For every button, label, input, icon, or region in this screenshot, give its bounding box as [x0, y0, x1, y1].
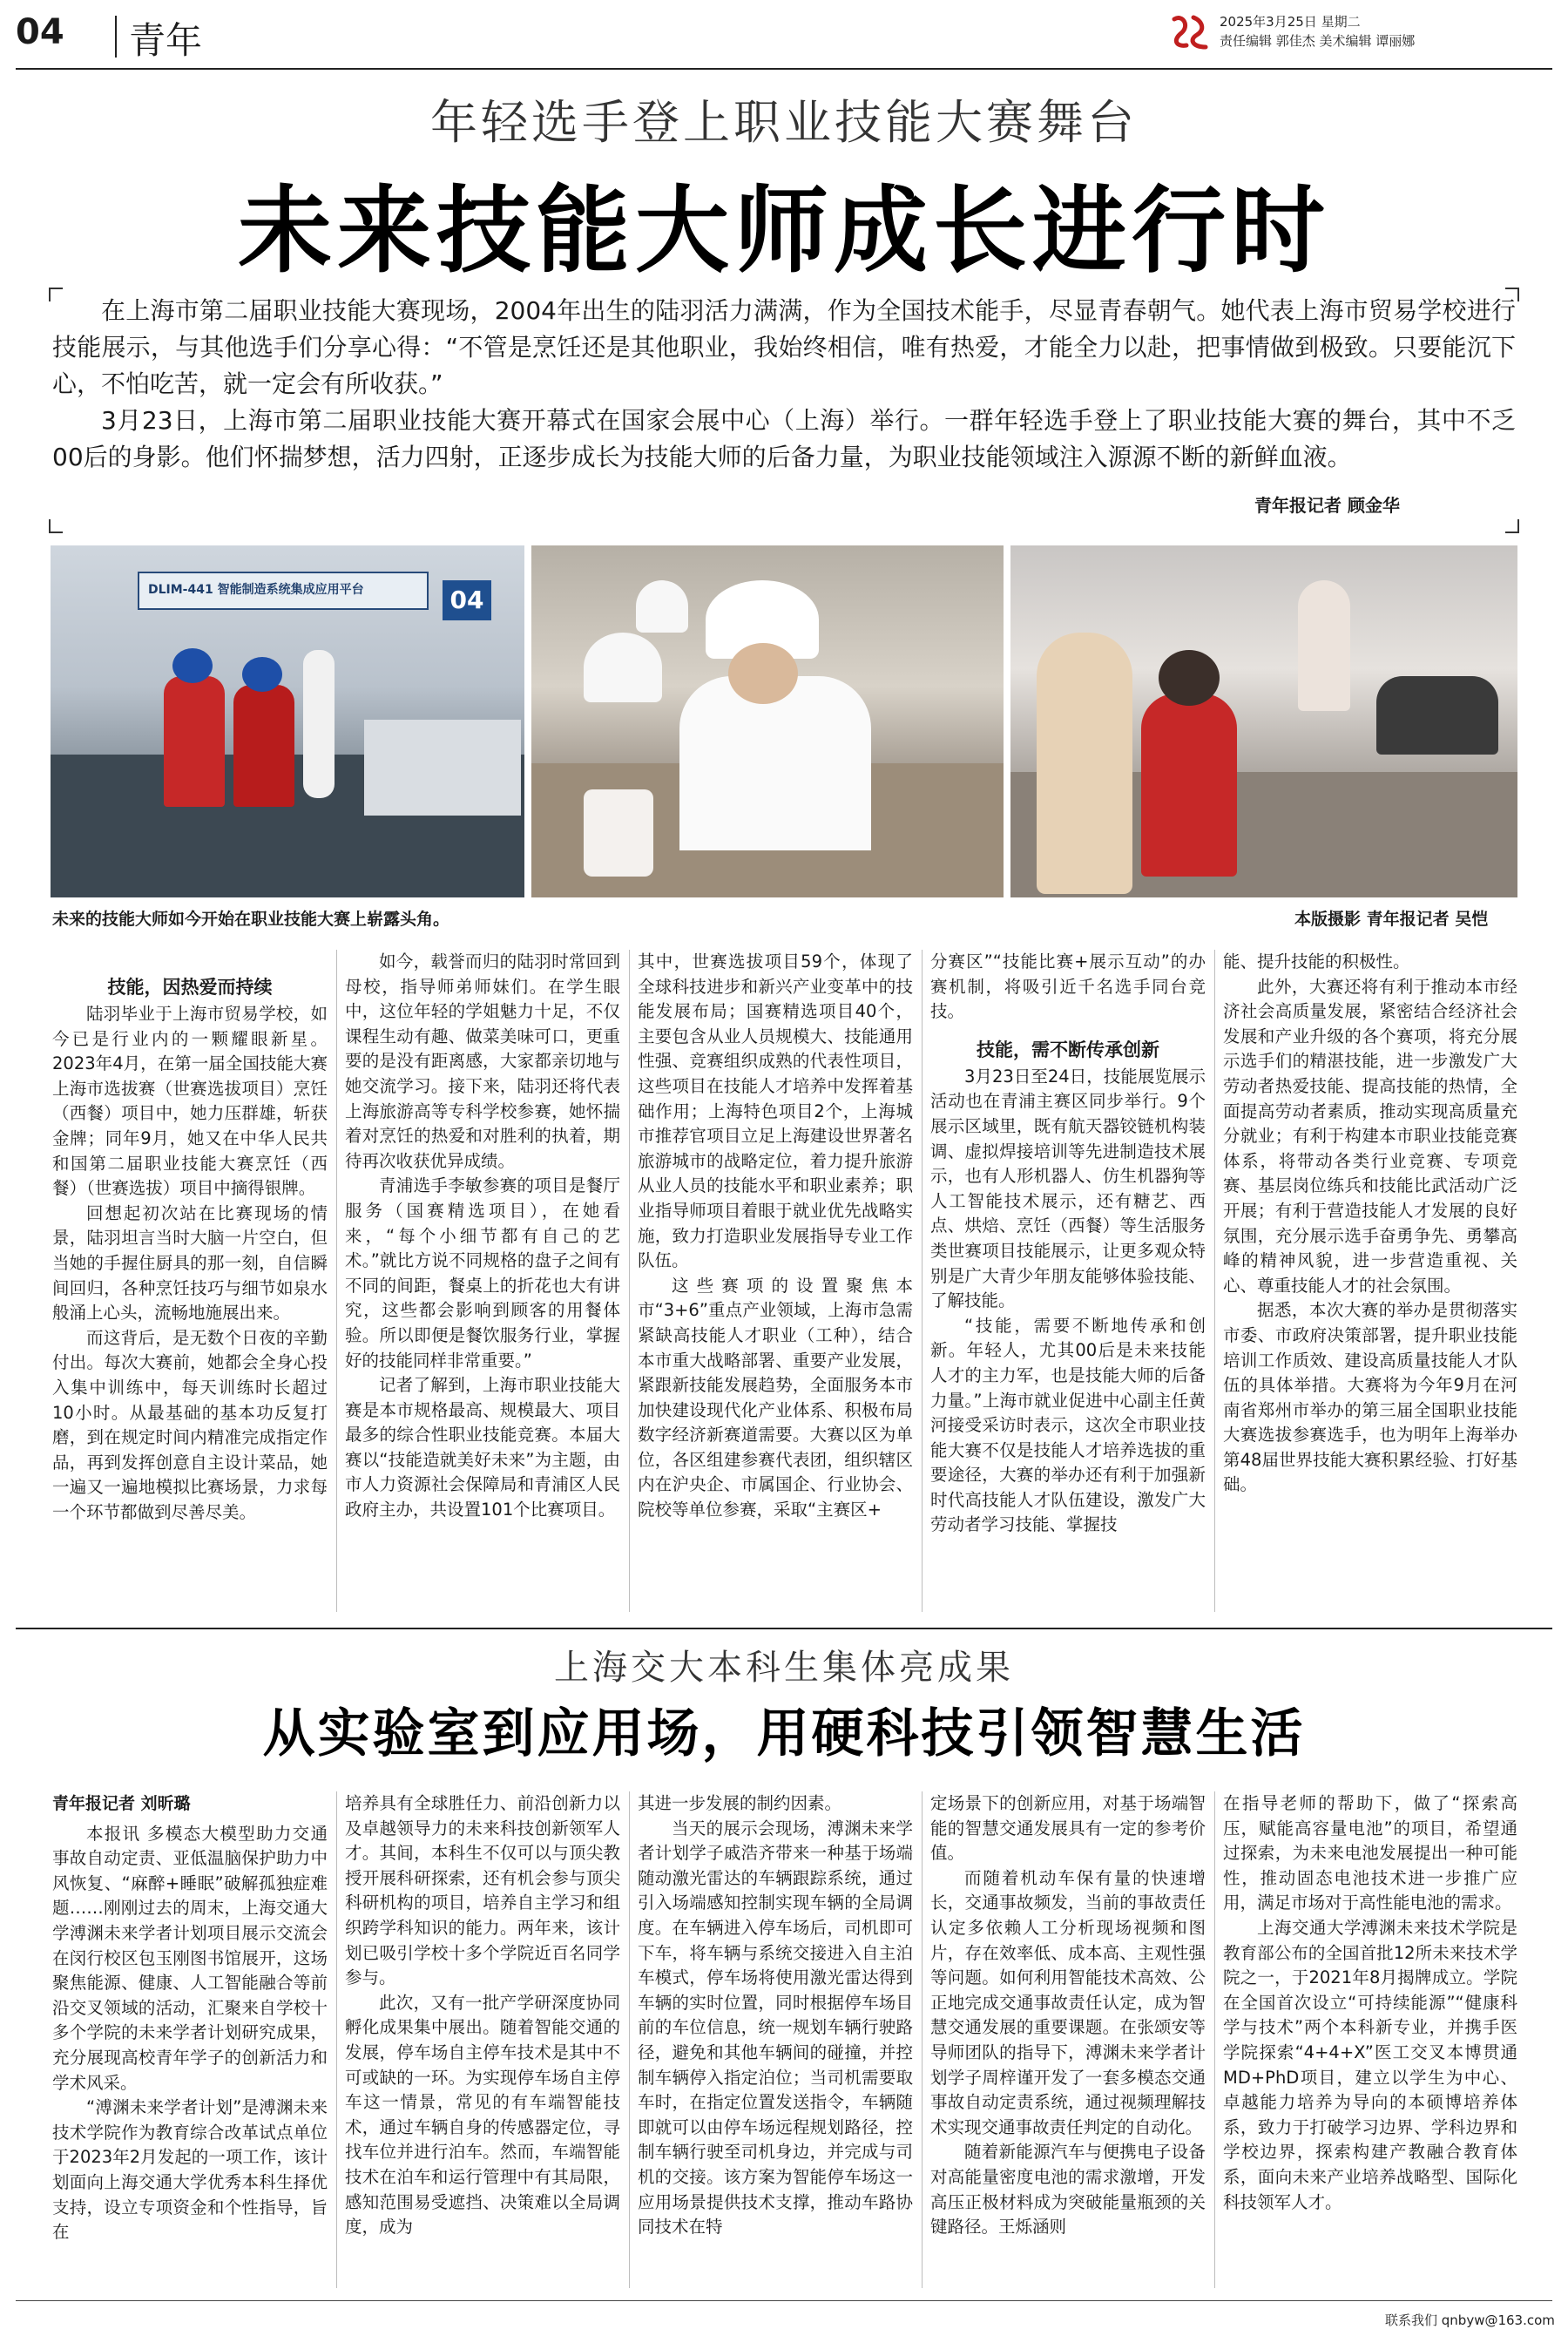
platform-sign-label: DLIM-441 智能制造系统集成应用平台 — [148, 583, 364, 597]
article2-kicker: 上海交大本科生集体亮成果 — [554, 1648, 1014, 1688]
article1-headline: 未来技能大师成长进行时 — [237, 177, 1330, 286]
photo-credit: 本版摄影 青年报记者 吴恺 — [1294, 910, 1489, 929]
paragraph: 定场景下的创新应用，对基于场端智能的智慧交通发展具有一定的参考价值。 — [930, 1793, 1206, 1864]
contestant-figure — [233, 685, 294, 807]
paragraph: 培养具有全球胜任力、前沿创新力以及卓越领导力的未来科技创新领军人才。其间，本科生不仅可以与顶尖教授开展科研探索，还有机会参与顶尖科研机构的项目，培养自主学习和组织跨学科知识的能力。两年来，该计划已吸引学校十多个学院近百名同学参与。 — [345, 1793, 620, 1988]
lead-paragraph: 在上海市第二届职业技能大赛现场，2004年出生的陆羽活力满满，作为全国技术能手，尽显青春朝气。她代表上海市贸易学校进行技能展示，与其他选手们分享心得：“不管是烹饪还是其他职业，我始终相信，唯有热爱，才能全力以赴，把事情做到极致。只要能沉下心，不怕吃苦，就一定会有所收获。” — [52, 296, 1516, 398]
contestant-head — [1159, 650, 1220, 706]
article1-column — [1223, 950, 1517, 1498]
newspaper-logo — [1167, 9, 1213, 54]
article2-column — [345, 1791, 620, 2240]
issue-date: 2025年3月25日 星期二 — [1220, 14, 1361, 30]
workbench — [364, 720, 521, 816]
paragraph: 在指导老师的帮助下，做了“探索高压，赋能高容量电池”的项目，希望通过探索，为未来电池发展提出一种可能性，推动固态电池技术进一步推广应用，满足市场对于高性能电池的需求。 — [1223, 1793, 1517, 1913]
dress-mannequin — [1037, 633, 1132, 894]
paragraph: 随着新能源汽车与便携电子设备对高能量密度电池的需求激增，开发高压正极材料成为突破能量瓶颈的关键路径。王烁涵则 — [930, 2142, 1206, 2238]
paragraph: 当天的展示会现场，溥渊未来学者计划学子戚浩齐带来一种基于场端随动激光雷达的车辆跟踪系统，通过引入场端感知控制实现车辆的全局调度。在车辆进入停车场后，司机即可下车，将车辆与系统交接进入自主泊车模式，停车场将使用激光雷达得到车辆的实时位置，同时根据停车场目前的车位信息，统一规划车辆行驶路径，避免和其他车辆间的碰撞，并控制车辆停入指定泊位；当司机需要取车时，在指定位置发送指令，车辆随即就可以由停车场远程规划路径，控制车辆行驶至司机身边，并完成与司机的交接。该方案为智能停车场这一应用场景提供技术支撑，推动车路协同技术在特 — [638, 1818, 913, 2238]
column-rule — [336, 950, 337, 1612]
article2-column — [638, 1791, 913, 2240]
column-rule — [922, 1791, 923, 2288]
column-rule — [336, 1791, 337, 2288]
article1-byline: 青年报记者 顾金华 — [1254, 495, 1400, 516]
background-mannequin — [1298, 580, 1350, 711]
article2-column — [1223, 1791, 1517, 2215]
robot-arm — [303, 650, 335, 798]
subheading: 技能，需不断传承创新 — [977, 1039, 1159, 1060]
paragraph: 青浦选手李敏参赛的项目是餐厅服务（国赛精选项目），在她看来，“每个小细节都有自己的艺术。”就比方说不同规格的盘子之间有不同的间距，餐桌上的折花也大有讲究，这些都会影响到顾客的用餐体验。所以即便是餐饮服务行业，掌握好的技能同样非常重要。” — [345, 1175, 620, 1371]
contact-footer: 联系我们 qnbyw@163.com — [1385, 2312, 1555, 2328]
article1-column — [930, 950, 1206, 1538]
paragraph: 能、提升技能的积极性。 — [1223, 951, 1410, 972]
platform-sign — [138, 572, 429, 610]
paragraph: 其进一步发展的制约因素。 — [638, 1793, 842, 1813]
article-separator — [16, 1628, 1552, 1629]
photo-fashion-competition — [1010, 545, 1517, 897]
column-rule — [922, 950, 923, 1612]
contestant-figure — [1141, 694, 1237, 877]
column-rule — [1214, 950, 1215, 1612]
paragraph: 这些赛项的设置聚焦本市“3+6”重点产业领域，上海市急需紧缺高技能人才职业（工种），结合本市重大战略部署、重要产业发展，紧跟新技能发展趋势，全面服务本市加快建设现代化产业体系、积极布局数字经济新赛道需要。大赛以区为单位，各区组建参赛代表团，组织辖区内在沪央企、市属国企、行业协会、院校等单位参赛，采取“主赛区+ — [638, 1275, 913, 1520]
paragraph: 其中，世赛选拔项目59个，体现了全球科技进步和新兴产业变革中的技能发展布局；国赛精选项目40个，主要包含从业人员规模大、技能通用性强、竞赛组织成熟的代表性项目，这些项目在技能人才培养中发挥着基础作用；上海特色项目2个，上海城市推荐官项目立足上海建设世界著名旅游城市的战略定位，着力提升旅游从业人员的技能水平和职业素养；职业指导师项目着眼于就业优先战略实施，致力打造职业发展指导专业工作队伍。 — [638, 951, 913, 1271]
lead-paragraph: 3月23日，上海市第二届职业技能大赛开幕式在国家会展中心（上海）举行。一群年轻选手登上了职业技能大赛的舞台，其中不乏00后的身影。他们怀揣梦想，活力四射，正逐步成长为技能大师的后备力量，为职业技能领域注入源源不断的新鲜血液。 — [52, 406, 1516, 471]
paragraph: “溥渊未来学者计划”是溥渊未来技术学院作为教育综合改革试点单位于2023年2月发起的一项工作，该计划面向上海交通大学优秀本科生择优支持，设立专项资金和个性指导，旨在 — [52, 2097, 328, 2243]
footer-rule — [16, 2300, 1552, 2301]
paragraph: 上海交通大学溥渊未来技术学院是教育部公布的全国首批12所未来技术学院之一，于2021年8月揭牌成立。学院在全国首次设立“可持续能源”“健康科学与技术”两个本科新专业，并携手医学院探索“4+4+X”医工交叉本博贯通MD+PhD项目，建立以学生为中心、卓越能力培养为导向的本硕博培养体系，致力于打破学习边界、学科边界和学校边界，探索构建产教融合教育体系，面向未来产业培养战略型、国际化科技领军人才。 — [1223, 1917, 1517, 2212]
paragraph: 据悉，本次大赛的举办是贯彻落实市委、市政府决策部署，提升职业技能培训工作质效、建设高质量技能人才队伍的具体举措。大赛将为今年9月在河南省郑州市举办的第三届全国职业技能大赛选拔参赛选手，也为明年上海举办第48届世界技能大赛积累经验、打好基础。 — [1223, 1300, 1517, 1495]
page-number: 04 — [16, 12, 64, 52]
paragraph: 而随着机动车保有量的快速增长，交通事故频发，当前的事故责任认定多依赖人工分析现场视频和图片，存在效率低、成本高、主观性强等问题。如何利用智能技术高效、公正地完成交通事故责任认定，成为智慧交通发展的重要课题。在张颂安等导师团队的指导下，溥渊未来学者计划学子周梓谨开发了一套多模态交通事故自动定责系统，通过视频理解技术实现交通事故责任判定的自动化。 — [930, 1867, 1206, 2137]
column-rule — [1214, 1791, 1215, 2288]
contestant-figure — [164, 676, 225, 807]
article1-kicker: 年轻选手登上职业技能大赛舞台 — [430, 95, 1138, 150]
photo-robotics-competition — [51, 545, 524, 897]
column-rule — [629, 950, 630, 1612]
paragraph: 分赛区”“技能比赛+展示互动”的办赛机制，将吸引近千名选手同台竞技。 — [930, 951, 1206, 1022]
column-rule — [629, 1791, 630, 2288]
contestant-cap — [242, 657, 282, 692]
article2-column — [930, 1791, 1206, 2240]
section-title: 青年 — [129, 19, 203, 62]
paragraph: 陆羽毕业于上海市贸易学校，如今已是行业内的一颗耀眼新星。2023年4月，在第一届全国技能大赛上海市选拔赛（世赛选拔项目）烹饪（西餐）项目中，她力压群雄，斩获金牌；同年9月，她又在中华人民共和国第二届职业技能大赛烹饪（西餐）（世赛选拔）项目中摘得银牌。 — [52, 1004, 328, 1199]
article2-column — [52, 1791, 328, 2245]
paper-roll — [584, 789, 653, 877]
chef-jacket — [679, 676, 871, 850]
paragraph: 记者了解到，上海市职业技能大赛是本市规格最高、规模最大、项目最多的综合性职业技能竞赛。本届大赛以“技能造就美好未来”为主题，由市人力资源社会保障局和青浦区人民政府主办，共设置101个比赛项目。 — [345, 1375, 620, 1520]
contestant-cap — [172, 648, 213, 683]
article1-column — [345, 950, 620, 1523]
paragraph: “技能，需要不断地传承和创新。年轻人，尤其00后是未来技能人才的主力军，也是技能大师的后备力量。”上海市就业促进中心副主任黄河接受采访时表示，这次全市职业技能大赛不仅是技能人才培养选拔的重要途径，大赛的举办还有利于加强新时代高技能人才队伍建设，激发广大劳动者学习技能、掌握技 — [930, 1315, 1206, 1535]
masthead-divider — [115, 16, 117, 58]
chef-face — [728, 643, 798, 704]
station-number: 04 — [443, 580, 491, 620]
editors: 责任编辑 郭佳杰 美术编辑 谭丽娜 — [1220, 33, 1416, 49]
paragraph: 此次，又有一批产学研深度协同孵化成果集中展出。随着智能交通的发展，停车场自主停车技术是其中不可或缺的一环。为实现停车场自主停车这一情景，常见的有车端智能技术，通过车辆自身的传感器定位，寻找车位并进行泊车。然而，车端智能技术在泊车和运行管理中有其局限，感知范围易受遮挡、决策难以全局调度，成为 — [345, 1992, 620, 2238]
background-chef-hat — [584, 633, 662, 702]
subheading: 技能，因热爱而持续 — [107, 977, 273, 998]
paragraph: 此外，大赛还将有利于推动本市经济社会高质量发展，紧密结合经济社会发展和产业升级的各个赛项，将充分展示选手们的精湛技能，进一步激发广大劳动者热爱技能、提高技能的热情，全面提高劳动者素质，推动实现高质量充分就业；有利于构建本市职业技能竞赛体系，将带动各类行业竞赛、专项竞赛、基层岗位练兵和技能比武活动广泛开展；有利于营造技能人才发展的良好氛围，充分展示选手奋勇争先、勇攀高峰的精神风貌，进一步营造重视、关心、尊重技能人才的社会氛围。 — [1223, 976, 1517, 1296]
article2-headline: 从实验室到应用场，用硬科技引领智慧生活 — [262, 1703, 1306, 1764]
photo-culinary-competition — [531, 545, 1004, 897]
background-chef-hat — [636, 580, 688, 633]
paragraph: 如今，载誉而归的陆羽时常回到母校，指导师弟师妹们。在学生眼中，这位年轻的学姐魅力十足，不仅课程生动有趣、做菜美味可口，更重要的是没有距离感，大家都亲切地与她交流学习。接下来，陆羽还将代表上海旅游高等专科学校参赛，她怀揣着对烹饪的热爱和对胜利的执着，期待再次收获优异成绩。 — [345, 951, 620, 1171]
article1-column — [638, 950, 913, 1523]
dateline — [1220, 12, 1415, 51]
paragraph: 3月23日至24日，技能展览展示活动也在青浦主赛区同步举行。9个展示区域里，既有航天器铰链机构装调、虚拟焊接培训等先进制造技术展示，也有人形机器人、仿生机器狗等人工智能技术展示，还有糖艺、西点、烘焙、烹饪（西餐）等生活服务类世赛项目技能展示，让更多观众特别是广大青少年朋友能够体验技能、了解技能。 — [930, 1066, 1206, 1311]
photo-caption: 未来的技能大师如今开始在职业技能大赛上崭露头角。 — [52, 910, 450, 929]
paragraph: 回想起初次站在比赛现场的情景，陆羽坦言当时大脑一片空白，但当她的手握住厨具的那一刻，自信瞬间回归，各种烹饪技巧与细节如泉水般涌上心头，流畅地施展出来。 — [52, 1202, 328, 1324]
paragraph: 本报讯 多模态大模型助力交通事故自动定责、亚低温脑保护助力中风恢复、“麻醉+睡眠”破解孤独症难题……刚刚过去的周末，上海交通大学溥渊未来学者计划项目展示交流会在闵行校区包玉刚图书馆展开，这场聚焦能源、健康、人工智能融合等前沿交叉领域的活动，汇聚来自学校十多个学院的未来学者计划研究成果，充分展现高校青年学子的创新活力和学术风采。 — [52, 1823, 328, 2093]
article2-byline: 青年报记者 刘昕璐 — [52, 1794, 191, 1813]
article1-column — [52, 974, 328, 1525]
background-worker — [1376, 676, 1498, 755]
paragraph: 而这背后，是无数个日夜的辛勤付出。每次大赛前，她都会全身心投入集中训练中，每天训练时长超过10小时。从最基础的基本功反复打磨，到在规定时间内精准完成指定作品，再到发挥创意自主设计菜品，她一遍又一遍地模拟比赛场景，力求每一个环节都做到尽善尽美。 — [52, 1327, 328, 1522]
masthead-rule — [16, 68, 1552, 70]
